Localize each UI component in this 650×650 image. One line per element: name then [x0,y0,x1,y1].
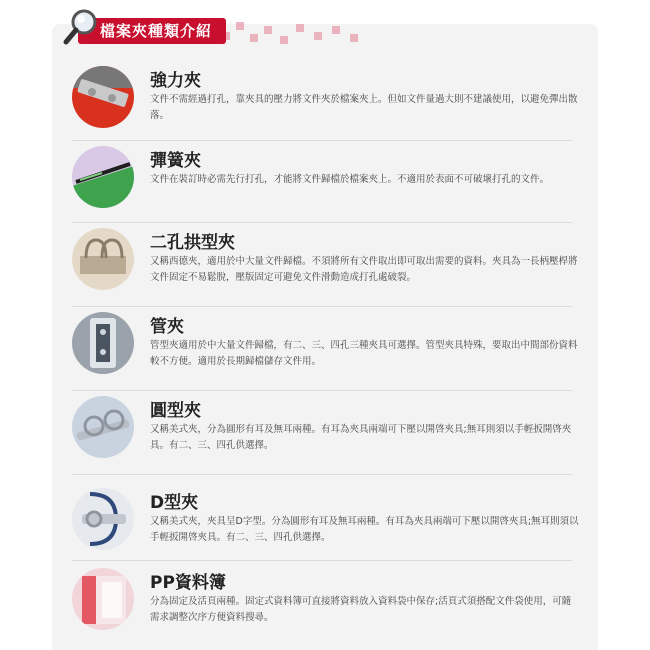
arch-clip-image [72,228,134,290]
list-item [72,312,578,384]
tube-clip-image [72,312,134,374]
item-title: 彈簧夾 [150,151,201,171]
ring-clip-image [72,396,134,458]
divider [72,560,572,561]
item-title: D型夾 [150,493,199,513]
list-item [72,228,578,300]
item-title: 圓型夾 [150,401,201,421]
item-description: 分為固定及活頁兩種。固定式資料簿可直接將資料放入資料袋中保存;活頁式須搭配文件袋使用，可隨需求調整次序方便資料搜尋。 [150,596,572,623]
pp-folder-image [72,568,134,630]
page-title: 檔案夾種類介紹 [78,18,226,44]
item-title: 二孔拱型夾 [150,233,235,253]
item-title: 強力夾 [150,71,201,91]
spring-clip-image [72,146,134,208]
divider [72,140,572,141]
item-title: 管夾 [150,317,184,337]
item-description: 又稱美式夾，分為圓形有耳及無耳兩種。有耳為夾具兩端可下壓以開啓夾具;無耳則須以手輕扳開啓夾具。有二、三、四孔供選擇。 [150,424,572,451]
list-item [72,146,578,216]
list-item [72,568,578,640]
item-title: PP資料簿 [150,573,226,593]
list-item [72,488,578,560]
divider [72,474,572,475]
item-description: 又稱西德夾，適用於中大量文件歸檔。不須將所有文件取出即可取出需要的資料。夾具為一長柄壓桿將文件固定不易鬆脫，壓版固定可避免文件滑動造成打孔處破裂。 [150,256,578,283]
d-ring-clip-image [72,488,134,550]
lever-clip-image [72,66,134,128]
item-description: 管型夾適用於中大量文件歸檔，有二、三、四孔三種夾具可選擇。管型夾具特殊，要取出中間部份資料較不方便。適用於長期歸檔儲存文件用。 [150,340,578,367]
list-item [72,396,578,468]
item-description: 文件在裝訂時必需先行打孔，才能將文件歸檔於檔案夾上。不適用於表面不可破壞打孔的文件。 [150,174,550,185]
divider [72,306,572,307]
divider [72,222,572,223]
magnifier-icon [62,6,102,46]
list-item [72,66,578,136]
item-description: 文件不需經過打孔，靠夾具的壓力將文件夾於檔案夾上。但如文件量過大則不建議使用，以避免彈出散落。 [150,94,578,121]
divider [72,390,572,391]
item-description: 又稱美式夾，夾具呈D字型。分為圓形有耳及無耳兩種。有耳為夾具兩端可下壓以開啓夾具;無耳則須以手輕扳開啓夾具。有二、三、四孔供選擇。 [150,516,579,543]
header-decoration [210,22,370,46]
